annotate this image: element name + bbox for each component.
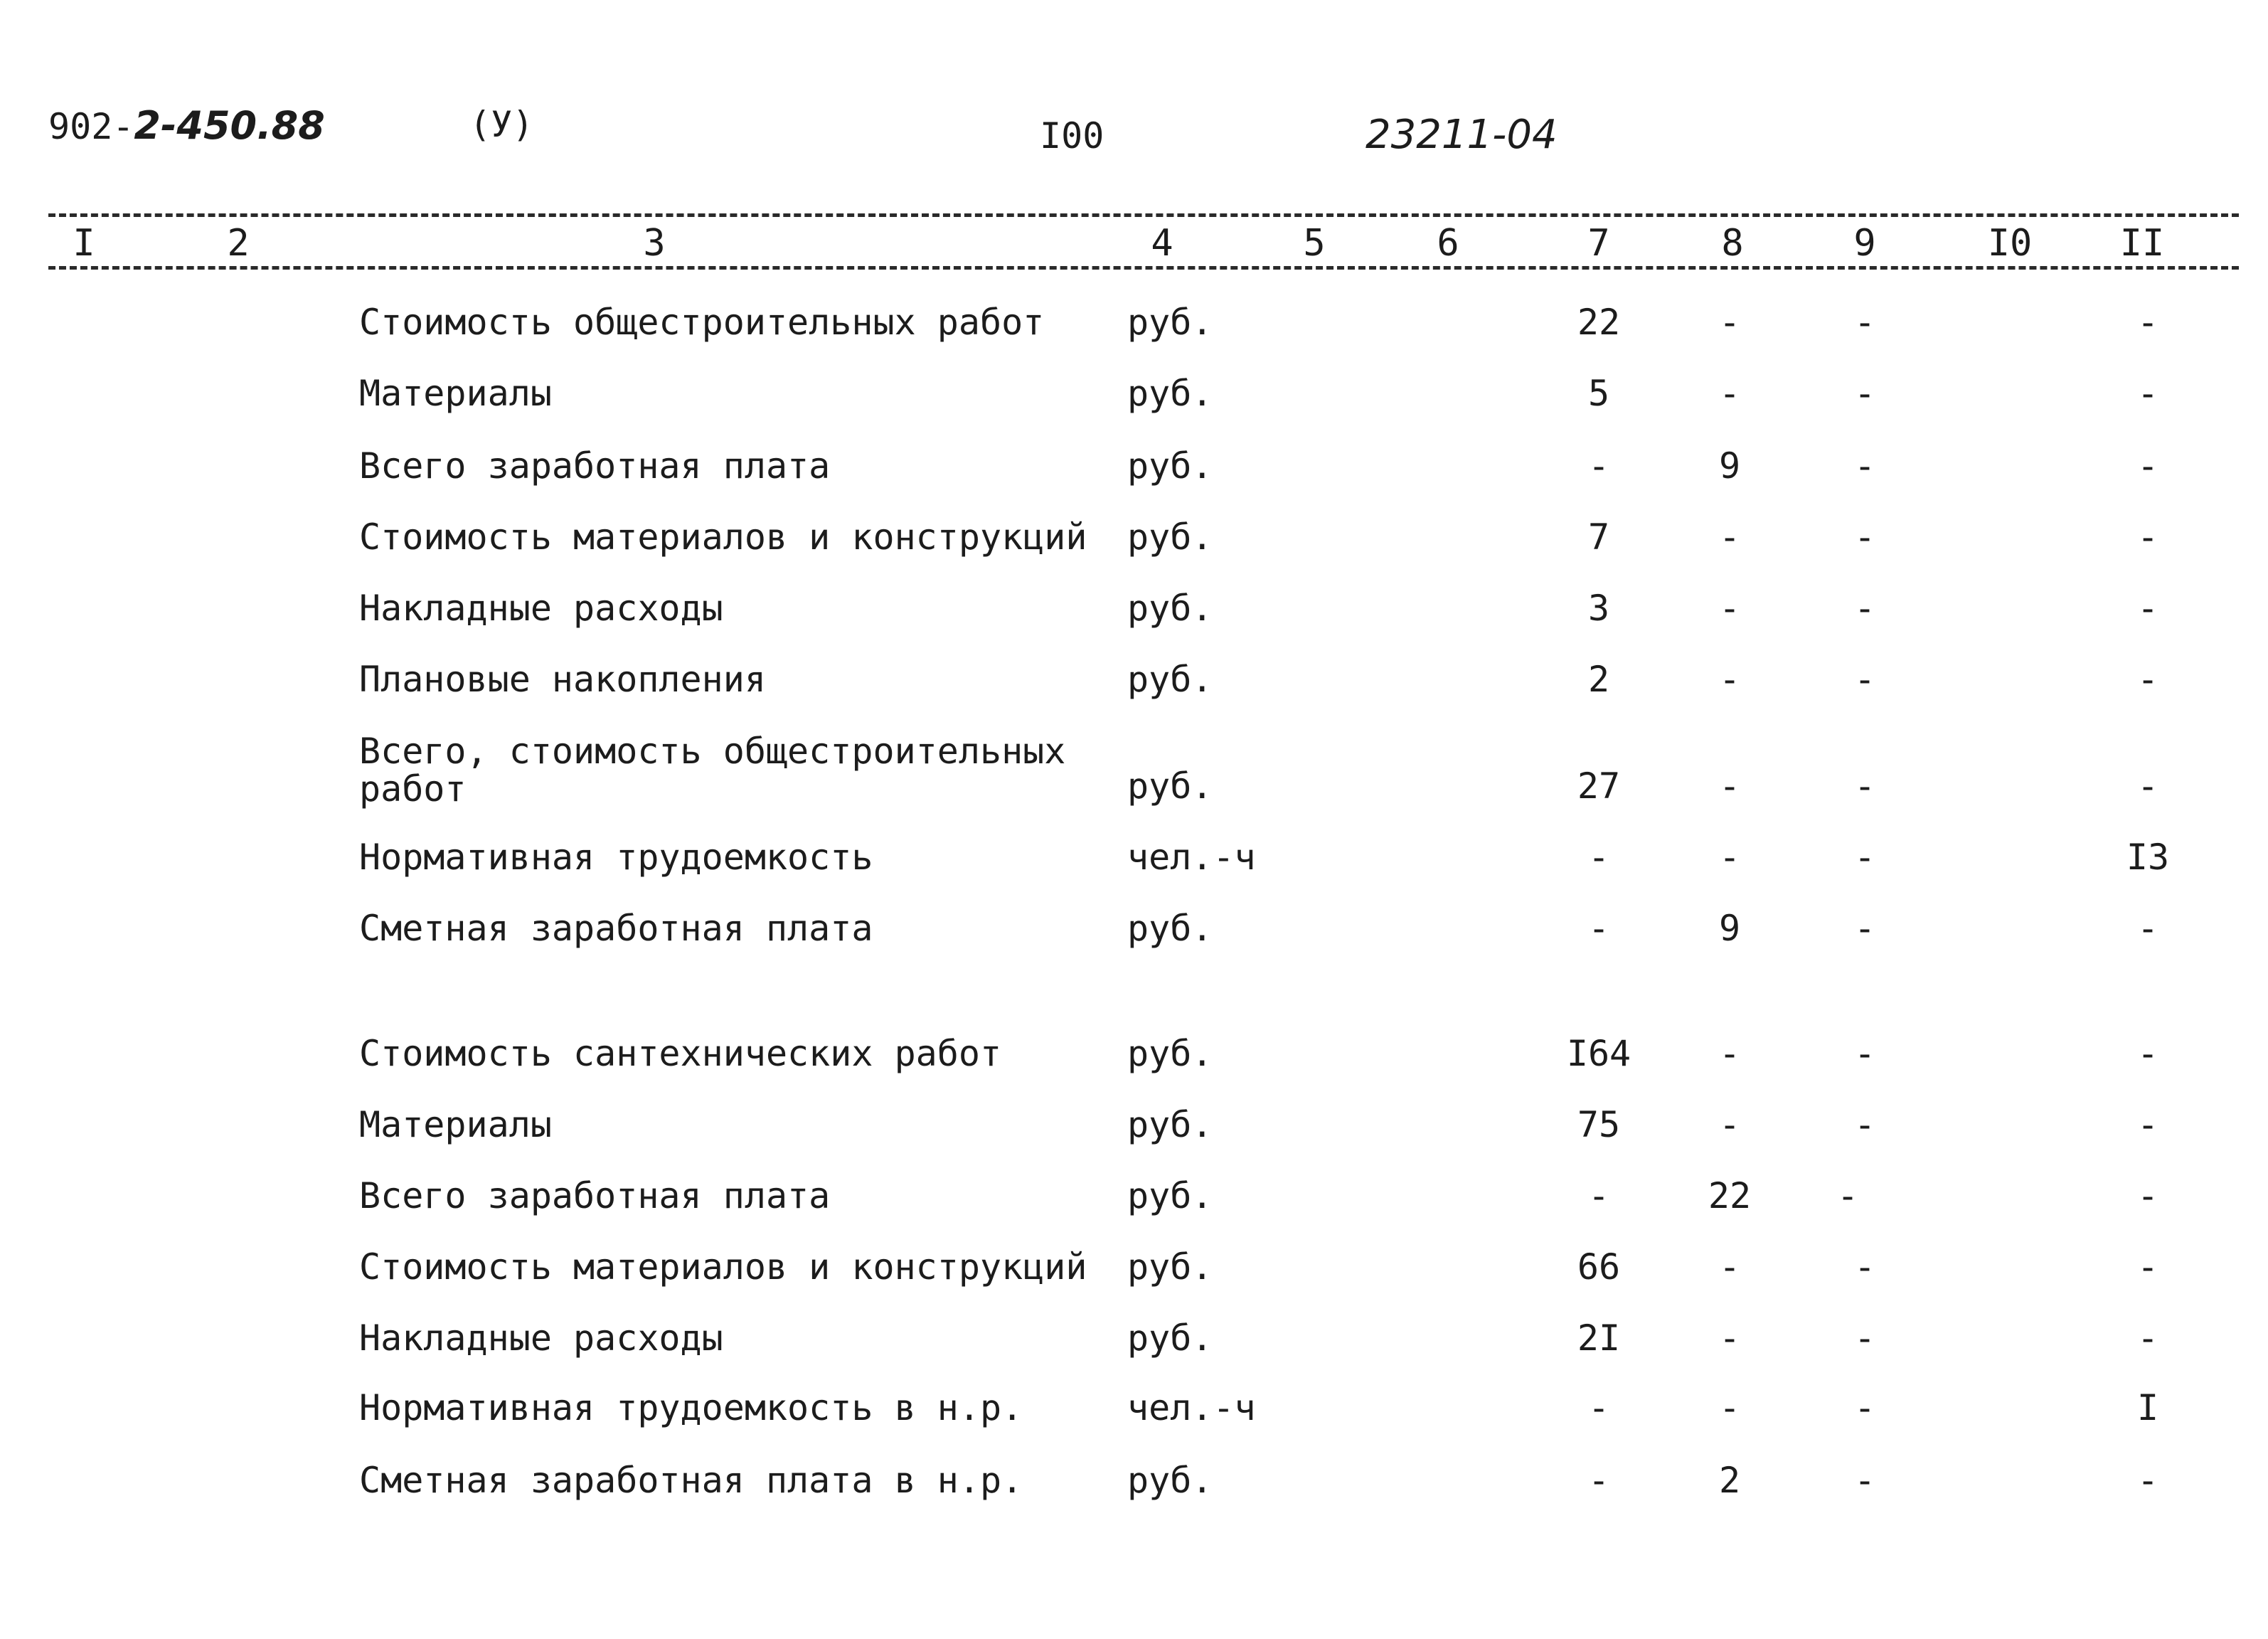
row-unit: руб.: [1127, 908, 1213, 949]
row-value-col7: 3: [1587, 588, 1610, 629]
row-value-col9: -: [1853, 908, 1876, 949]
row-value-col7: I64: [1566, 1033, 1631, 1074]
row-unit: руб.: [1127, 765, 1213, 807]
row-value-col7: -: [1587, 1387, 1610, 1428]
row-value-col7: -: [1587, 1460, 1610, 1501]
row-unit: руб.: [1127, 373, 1213, 414]
row-value-col7: 5: [1587, 373, 1610, 414]
row-value-col7: 22: [1577, 302, 1621, 343]
row-value-col7: -: [1587, 1175, 1610, 1216]
column-number: 5: [1299, 225, 1329, 262]
column-number: 4: [1146, 225, 1177, 262]
row-value-col7: 2: [1587, 659, 1610, 700]
row-value-col8: -: [1718, 1033, 1741, 1074]
page-number: I00: [1040, 115, 1104, 157]
row-name: Стоимость материалов и конструкций: [359, 1246, 1087, 1288]
row-value-col7: -: [1587, 837, 1610, 878]
header-rule-top: [48, 213, 2239, 217]
table-row: [0, 659, 2268, 704]
row-value-col8: -: [1718, 1387, 1741, 1428]
table-row: [0, 1246, 2268, 1292]
row-name: Нормативная трудоемкость: [359, 837, 873, 878]
row-unit: руб.: [1127, 1175, 1213, 1216]
row-value-col11: -: [2136, 373, 2159, 414]
document-code-printed: 902-: [48, 106, 134, 147]
row-value-col8: 9: [1718, 908, 1741, 949]
row-value-col11: -: [2136, 1033, 2159, 1074]
row-value-col9: -: [1853, 445, 1876, 487]
row-name: Плановые накопления: [359, 659, 766, 700]
column-number: 6: [1432, 225, 1463, 262]
document-code-handwritten: 2-450.88: [134, 103, 325, 148]
row-value-col11: -: [2136, 302, 2159, 343]
row-value-col8: -: [1718, 1317, 1741, 1359]
column-number: 7: [1583, 225, 1614, 262]
table-row: [0, 516, 2268, 562]
table-row: [0, 1175, 2268, 1221]
row-unit: чел.-ч: [1127, 1387, 1256, 1428]
row-value-col9: -: [1853, 1033, 1876, 1074]
row-name: Всего заработная плата: [359, 1175, 831, 1216]
row-name: Стоимость общестроительных работ: [359, 302, 1045, 343]
row-value-col7: 66: [1577, 1246, 1621, 1288]
row-value-col7: -: [1587, 908, 1610, 949]
row-value-col11: -: [2136, 1460, 2159, 1501]
row-value-col9: -: [1853, 837, 1876, 878]
row-value-col9: -: [1853, 1104, 1876, 1145]
column-number: I0: [1984, 225, 2037, 262]
row-value-col11: I: [2136, 1387, 2159, 1428]
row-value-col11: -: [2136, 588, 2159, 629]
table-row: [0, 839, 2268, 882]
row-value-col8: -: [1718, 1246, 1741, 1288]
row-unit: руб.: [1127, 1033, 1213, 1074]
row-value-col11: -: [2136, 445, 2159, 487]
row-value-col8: -: [1718, 516, 1741, 558]
row-name: Накладные расходы: [359, 588, 723, 629]
row-name: Накладные расходы: [359, 1317, 723, 1359]
row-value-col8: 2: [1718, 1460, 1741, 1501]
table-row: [0, 373, 2268, 418]
row-value-col9: -: [1853, 765, 1876, 807]
row-unit: чел.-ч: [1127, 837, 1256, 878]
row-value-col7: -: [1587, 445, 1610, 487]
row-unit: руб.: [1127, 302, 1213, 343]
row-name: Сметная заработная плата в н.р.: [359, 1460, 1023, 1501]
row-value-col11: -: [2136, 1175, 2159, 1216]
row-value-col8: -: [1718, 1104, 1741, 1145]
header-rule-bottom: [48, 266, 2239, 270]
row-value-col11: -: [2136, 1104, 2159, 1145]
row-value-col7: 7: [1587, 516, 1610, 558]
row-value-col11: -: [2136, 659, 2159, 700]
row-unit: руб.: [1127, 1460, 1213, 1501]
row-value-col8: 9: [1718, 445, 1741, 487]
row-value-col8: -: [1718, 765, 1741, 807]
row-value-col11: -: [2136, 516, 2159, 558]
row-name: Стоимость сантехнических работ: [359, 1033, 1002, 1074]
row-value-col9: -: [1836, 1175, 1859, 1216]
row-unit: руб.: [1127, 445, 1213, 487]
row-unit: руб.: [1127, 659, 1213, 700]
row-name: Материалы: [359, 373, 552, 414]
table-row: [0, 445, 2268, 491]
table-row: [0, 908, 2268, 953]
column-number: 3: [639, 225, 669, 262]
row-unit: руб.: [1127, 588, 1213, 629]
sheet-code: 23211-04: [1365, 112, 1558, 158]
row-value-col8: 22: [1708, 1175, 1752, 1216]
row-unit: руб.: [1127, 1104, 1213, 1145]
row-value-col7: 75: [1577, 1104, 1621, 1145]
row-value-col11: -: [2136, 765, 2159, 807]
row-unit: руб.: [1127, 1246, 1213, 1288]
row-value-col11: -: [2136, 1246, 2159, 1288]
row-value-col9: -: [1853, 1460, 1876, 1501]
row-name: Всего, стоимость общестроительных работ: [359, 731, 1066, 810]
row-value-col11: -: [2136, 908, 2159, 949]
table-row: [0, 1033, 2268, 1078]
table-row: [0, 1317, 2268, 1363]
column-number: I: [68, 225, 99, 262]
row-unit: руб.: [1127, 1317, 1213, 1359]
column-number: 9: [1849, 225, 1880, 262]
row-value-col8: -: [1718, 588, 1741, 629]
table-row: [0, 1387, 2268, 1433]
document-code: [48, 103, 325, 148]
table-row: [0, 1104, 2268, 1150]
row-name: Нормативная трудоемкость в н.р.: [359, 1387, 1023, 1428]
table-row: [0, 304, 2268, 347]
table-row: [0, 731, 2268, 811]
document-mark: (У): [469, 104, 534, 145]
row-value-col8: -: [1718, 373, 1741, 414]
row-value-col9: -: [1853, 516, 1876, 558]
row-value-col9: -: [1853, 302, 1876, 343]
column-number: 8: [1717, 225, 1747, 262]
row-value-col9: -: [1853, 373, 1876, 414]
row-name: Стоимость материалов и конструкций: [359, 516, 1087, 558]
row-value-col9: -: [1853, 659, 1876, 700]
column-number: II: [2116, 225, 2169, 262]
row-value-col7: 2I: [1577, 1317, 1621, 1359]
row-value-col9: -: [1853, 1246, 1876, 1288]
row-name: Сметная заработная плата: [359, 908, 873, 949]
row-value-col8: -: [1718, 659, 1741, 700]
table-row: [0, 590, 2268, 633]
row-value-col9: -: [1853, 1387, 1876, 1428]
row-value-col9: -: [1853, 1317, 1876, 1359]
row-value-col11: I3: [2126, 837, 2170, 878]
row-name: Материалы: [359, 1104, 552, 1145]
row-value-col8: -: [1718, 837, 1741, 878]
row-value-col9: -: [1853, 588, 1876, 629]
row-value-col8: -: [1718, 302, 1741, 343]
table-row: [0, 1460, 2268, 1505]
column-number: 2: [223, 225, 253, 262]
row-name: Всего заработная плата: [359, 445, 831, 487]
row-value-col11: -: [2136, 1317, 2159, 1359]
row-unit: руб.: [1127, 516, 1213, 558]
row-value-col7: 27: [1577, 765, 1621, 807]
